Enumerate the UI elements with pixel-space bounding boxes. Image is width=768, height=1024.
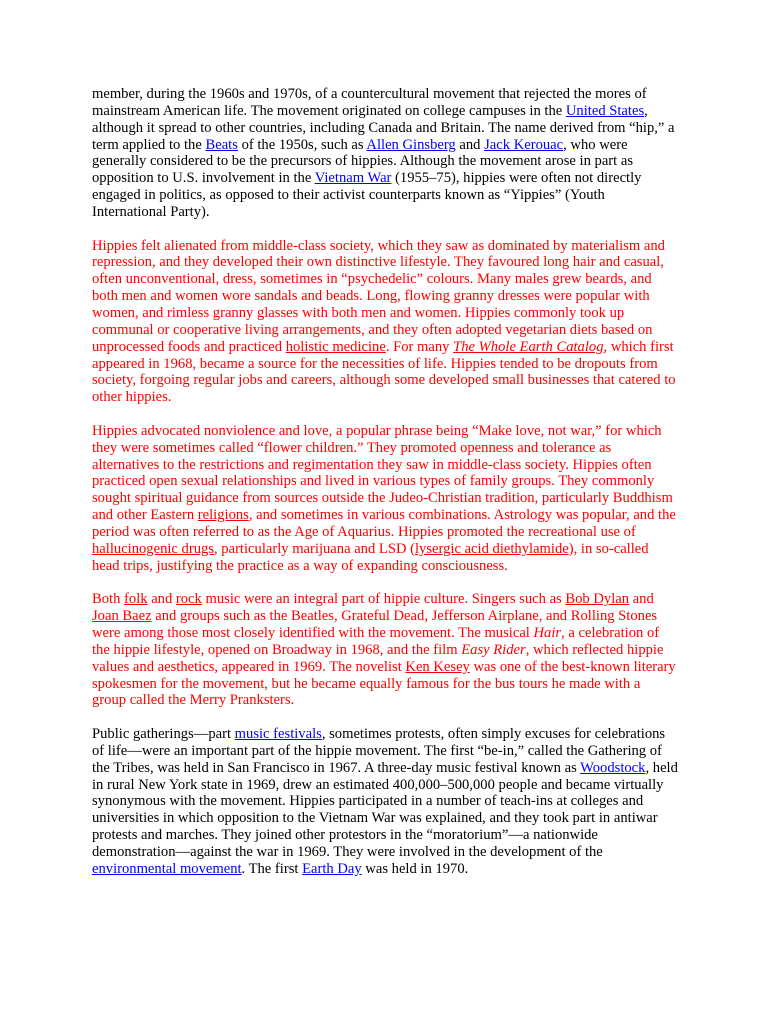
text-run: , which first appeared in 1968, became a source for the necessities of life. Hippies tended to be dropouts from society, forgoing regular jobs and careers, although some developed small businesses that catered to other hippies. [92,338,676,406]
link-music-festivals[interactable]: music festivals [234,726,322,743]
text-run: . For many [385,338,454,355]
text-run: (1955–75), hippies were often not directly engaged in politics, as opposed to their activist counterparts known as “Yippies” (Youth International Party). [92,170,642,220]
text-run: , held in rural New York state in 1969, drew an estimated 400,000–500,000 people and became virtually synonymous with the movement. Hippies participated in a number of teach-ins at colleges and universities in which opposition to the Vietnam War was explained, and they took part in antiwar protests and marches. They joined other protestors in the “moratorium”—a nationwide demonstration—against the war in 1969. They were involved in the development of the [92,759,678,860]
link-joan-baez[interactable]: Joan Baez [92,608,152,625]
text-run: and groups such as the Beatles, Grateful Dead, Jefferson Airplane, and Rolling Stones were among those most closely identified with the movement. The musical [92,608,658,641]
link-vietnam-war[interactable]: Vietnam War [314,170,392,187]
text-run: Public gatherings—part [92,726,235,743]
text-run: was one of the best-known literary spokesmen for the movement, but he became equally famous for the bus tours he made with a group called the Merry Pranksters. [92,658,676,709]
text-run: , sometimes protests, often simply excuses for celebrations of life—were an important part of the hippie movement. The first “be-in,” called the Gathering of the Tribes, was held in San Francisco in 1967. A three-day music festival known as [92,726,666,776]
link-whole-earth-catalog[interactable] [453,339,603,355]
document-page [92,86,678,895]
paragraph-music [92,591,678,709]
text-run: , particularly marijuana and LSD ( [214,540,415,557]
link-lysergic-acid-diethylamide[interactable]: lysergic acid diethylamide [415,540,569,557]
text-run: and [629,591,654,608]
link-woodstock[interactable]: Woodstock [580,759,646,776]
paragraph-lifestyle [92,238,678,406]
link-whole-earth-catalog-label: The Whole Earth Catalog [453,338,604,355]
link-folk[interactable]: folk [124,591,148,608]
text-run: , a celebration of the hippie lifestyle, opened on Broadway in 1968, and the film [92,625,660,658]
link-beats[interactable]: Beats [205,136,238,153]
text-run: and [455,136,485,153]
link-united-states[interactable]: United States [565,102,645,119]
text-run: of the 1950s, such as [237,136,367,153]
link-earth-day[interactable]: Earth Day [302,860,362,877]
link-bob-dylan[interactable]: Bob Dylan [565,591,630,608]
link-ken-kesey[interactable]: Ken Kesey [405,658,470,675]
link-environmental-movement[interactable]: environmental movement [92,860,242,877]
text-run: member, during the 1960s and 1970s, of a countercultural movement that rejected the mores of mainstream American life. The movement originated on college campuses in the [92,86,647,119]
link-religions[interactable]: religions [197,507,249,524]
text-run: . The first [241,860,303,877]
text-run: , although it spread to other countries, including Canada and Britain. The name derived from “hip,” a term applied to the [92,102,675,153]
text-run: , who were generally considered to be the precursors of hippies. Although the movement arose in part as opposition to U.S. involvement in the [92,136,634,187]
paragraph-values [92,423,678,575]
link-jack-kerouac[interactable]: Jack Kerouac [484,136,564,153]
link-holistic-medicine[interactable]: holistic medicine [285,338,386,355]
paragraph-gatherings [92,726,678,878]
link-hallucinogenic-drugs[interactable]: hallucinogenic drugs [92,540,214,557]
link-rock[interactable]: rock [175,591,202,608]
text-run: , which reflected hippie values and aesthetics, appeared in 1969. The novelist [92,641,664,675]
text-run: music were an integral part of hippie culture. Singers such as [201,591,566,608]
text-run: Hippies felt alienated from middle-class society, which they saw as dominated by materialism and repression, and they developed their own distinctive lifestyle. They favoured long hair and casual, often unconventional, dress, sometimes in “psychedelic” colours. Many males grew beards, and both men and women wore sandals and beads. Long, flowing granny dresses were popular with women, and rimless granny glasses with both men and women. Hippies commonly took up communal or cooperative living arrangements, and they often adopted vegetarian diets based on unprocessed foods and practiced [92,237,665,355]
text-run: Both [92,591,125,608]
text-run: Hippies advocated nonviolence and love, a popular phrase being “Make love, not war,” for which they were sometimes called “flower children.” They promoted openness and tolerance as alternatives to the restrictions and regimentation they saw in middle-class society. Hippies often practiced open sexual relationships and lived in various types of family groups. They commonly sought spiritual guidance from sources outside the Judeo-Christian tradition, particularly Buddhism and other Eastern [92,422,673,524]
italic-title-easy-rider: Easy Rider [461,641,526,658]
text-run: was held in 1970. [361,860,469,877]
link-allen-ginsberg[interactable]: Allen Ginsberg [366,136,456,153]
paragraph-intro [92,86,678,221]
italic-title-hair: Hair [533,625,562,641]
text-run: and [147,591,176,608]
text-run: , and sometimes in various combinations. Astrology was popular, and the period was often referred to as the Age of Aquarius. Hippies promoted the recreational use of [92,507,676,540]
text-run: ), in so-called head trips, justifying the practice as a way of expanding consciousness. [92,540,649,574]
